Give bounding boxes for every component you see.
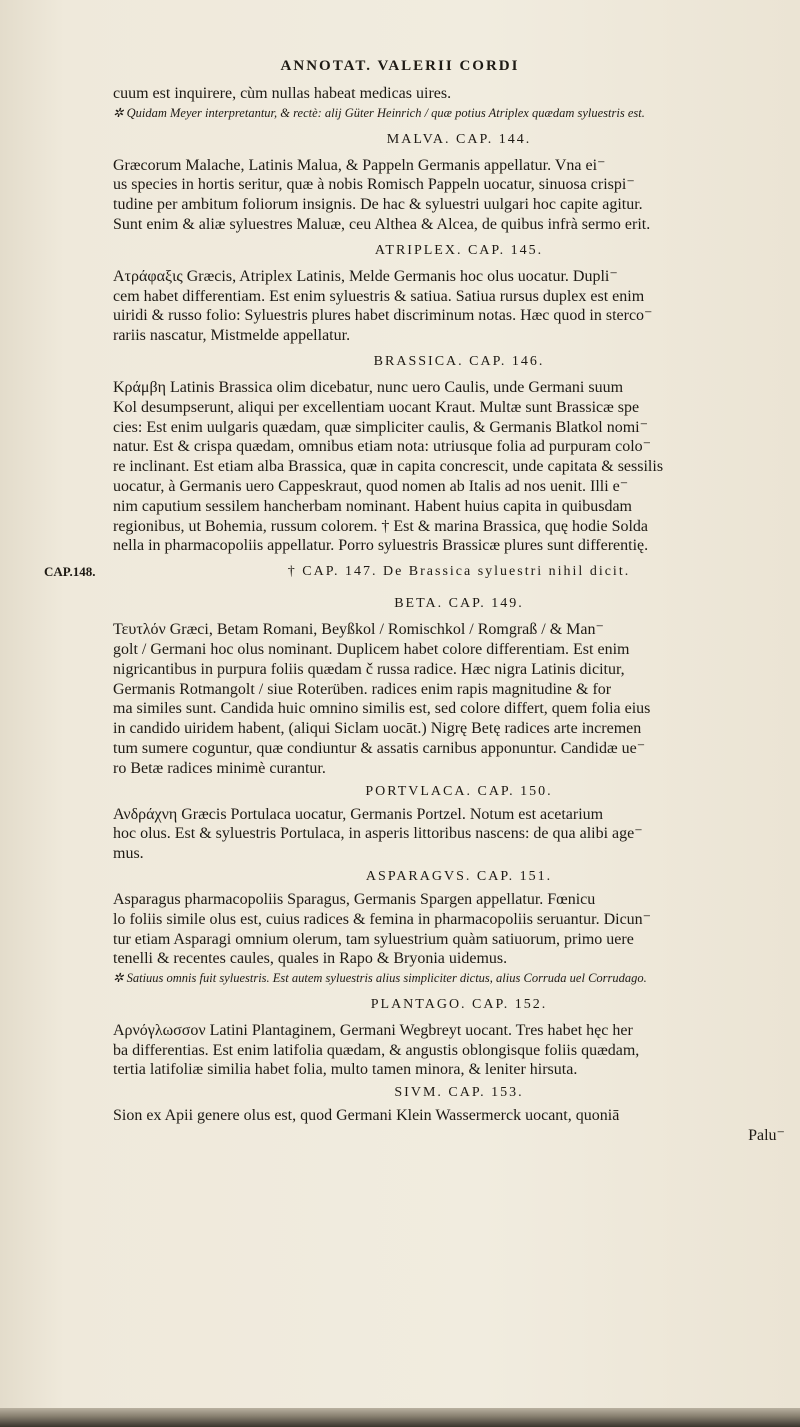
body-text xyxy=(113,84,785,1146)
running-head: ANNOTAT. VALERII CORDI xyxy=(280,58,520,74)
text-line: Sunt enim & aliæ syluestres Maluæ, ceu Althea & Alcea, de quibus infrà sermo erit. xyxy=(113,215,651,233)
text-line: tudine per ambitum foliorum insignis. De hac & syluestri uulgari hoc capite agitur. xyxy=(113,196,643,214)
text-line: cem habet differentiam. Est enim syluestris & satiua. Satiua rursus duplex est enim xyxy=(113,287,645,305)
chapter-heading: ATRIPLEX. CAP. 145. xyxy=(374,242,544,258)
text-line: re inclinant. Est etiam alba Brassica, quæ in capita concrescit, unde capitata & sessilis xyxy=(113,458,664,476)
text-line: nim caputium sessilem hancherbam nominant. Habent huius capita in quibusdam xyxy=(113,497,632,515)
text-line: tur etiam Asparagi omnium olerum, tam syluestrium quàm satiuorum, primo uere xyxy=(113,930,634,948)
chapter-heading: ASPARAGVS. CAP. 151. xyxy=(365,868,553,884)
text-line: tum sumere coguntur, quæ condiuntur & assatis carnibus apponuntur. Candidæ ue⁻ xyxy=(113,739,646,757)
text-line: Ατράφαξις Græcis, Atriplex Latinis, Melde Germanis hoc olus uocatur. Dupli⁻ xyxy=(113,267,618,285)
chapter-heading: PORTVLACA. CAP. 150. xyxy=(365,783,553,799)
text-line: nella in pharmacopoliis appellatur. Porro syluestris Brassicæ plures sunt differentię. xyxy=(113,537,649,555)
text-line: Ανδράχνη Græcis Portulaca uocatur, Germanis Portzel. Notum est acetarium xyxy=(113,805,604,823)
text-line: ro Betæ radices minimè curantur. xyxy=(113,759,326,777)
text-line: hoc olus. Est & syluestris Portulaca, in asperis littoribus nascens: de qua alibi age⁻ xyxy=(113,825,643,843)
chapter-heading: SIVM. CAP. 153. xyxy=(394,1085,524,1101)
text-line: Kol desumpserunt, aliqui per excellentiam uocant Kraut. Multæ sunt Brassicæ spe xyxy=(113,398,640,416)
text-line: tenelli & recentes caules, quales in Rapo & Bryonia uidemus. xyxy=(113,950,508,968)
text-line: lo foliis simile olus est, cuius radices & femina in pharmacopoliis seruantur. Dicun⁻ xyxy=(113,910,652,928)
text-line: Κράμβη Latinis Brassica olim dicebatur, nunc uero Caulis, unde Germani suum xyxy=(113,378,624,396)
text-line: cies: Est enim uulgaris quædam, quæ simpliciter caulis, & Germanis Blatkol nomi⁻ xyxy=(113,418,649,436)
text-line: Τευτλόν Græci, Betam Romani, Beyßkol / Romischkol / Romgraß / & Man⁻ xyxy=(113,621,604,639)
text-line: natur. Est & crispa quædam, omnibus etiam nota: utriusque folia ad purpuram colo⁻ xyxy=(113,438,652,456)
text-line: Græcorum Malache, Latinis Malua, & Pappeln Germanis appellatur. Vna ei⁻ xyxy=(113,156,606,174)
text-line: in candido uiridem habent, (aliqui Siclam uocāt.) Nigrę Betę radices arte incremen xyxy=(113,720,642,738)
text-line: uiridi & russo folio: Syluestris plures habet discriminum notas. Hæc quod in sterco⁻ xyxy=(113,307,653,325)
chapter-heading: † CAP. 147. De Brassica syluestri nihil dicit. xyxy=(287,564,631,580)
text-line: regionibus, ut Bohemia, russum colorem. † Est & marina Brassica, quę hodie Solda xyxy=(113,517,649,535)
text-line: mus. xyxy=(113,845,144,863)
text-line: Sion ex Apii genere olus est, quod Germani Klein Wassermerck uocant, quoniā xyxy=(113,1107,620,1125)
marginal-gloss: ✲ Satiuus omnis fuit syluestris. Est autem syluestris alius simpliciter dictus, alius Corruda uel Corrudago. xyxy=(113,971,647,986)
marginal-gloss: ✲ Quidam Meyer interpretantur, & rectè: alij Güter Heinrich / quæ potius Atriplex quædam syluestris est. xyxy=(113,105,645,120)
chapter-heading: PLANTAGO. CAP. 152. xyxy=(370,996,548,1012)
text-line: ba differentias. Est enim latifolia quædam, & angustis oblongisque foliis quædam, xyxy=(113,1041,640,1059)
text-line: cuum est inquirere, cùm nullas habeat medicas uires. xyxy=(113,85,452,102)
margin-note: CAP.148. xyxy=(44,564,96,579)
text-line: ma similes sunt. Candida huic omnino similis est, sed colore differt, quem folia eius xyxy=(113,700,651,718)
text-line: golt / Germani hoc olus nominant. Duplicem habet colore differentiam. Est enim xyxy=(113,640,630,658)
text-line: uocatur, à Germanis uero Cappeskraut, quod nomen ab Italis ad nos uenit. Illi e⁻ xyxy=(113,477,629,495)
text-line: nigricantibus in purpura foliis quædam č russa radice. Hæc nigra Latinis dicitur, xyxy=(113,660,625,678)
text-line: Αρνόγλωσσον Latini Plantaginem, Germani Wegbreyt uocant. Tres habet hęc her xyxy=(113,1021,633,1039)
text-line: rariis nascatur, Mistmelde appellatur. xyxy=(113,327,351,345)
text-line: Germanis Rotmangolt / siue Roterüben. radices enim rapis magnitudine & for xyxy=(113,680,612,698)
chapter-heading: BETA. CAP. 149. xyxy=(394,596,524,612)
text-line: Asparagus pharmacopoliis Sparagus, Germanis Spargen appellatur. Fœnicu xyxy=(113,890,596,908)
chapter-heading: BRASSICA. CAP. 146. xyxy=(373,353,545,369)
catchword: Palu⁻ xyxy=(748,1127,785,1145)
text-line: tertia latifoliæ similia habet folia, multo tamen minora, & leniter hirsuta. xyxy=(113,1061,578,1079)
chapter-heading: MALVA. CAP. 144. xyxy=(386,131,532,147)
page-edge-shadow xyxy=(0,1408,800,1427)
text-line: us species in hortis seritur, quæ à nobis Romisch Pappeln uocatur, sinuosa crispi⁻ xyxy=(113,176,635,194)
